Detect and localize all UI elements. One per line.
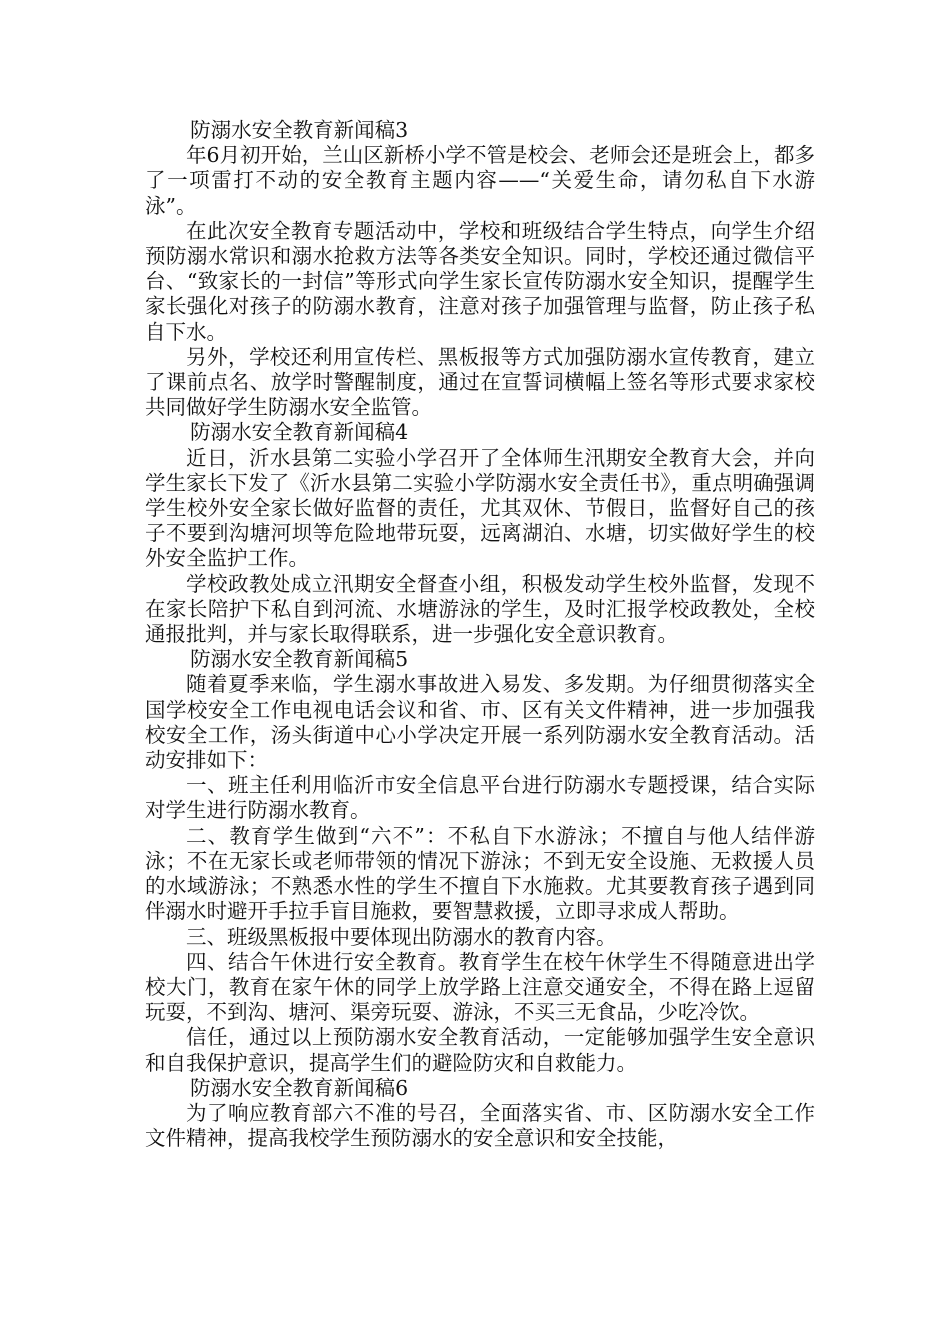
paragraph: 随着夏季来临，学生溺水事故进入易发、多发期。为仔细贯彻落实全国学校安全工作电视电话会议和省、市、区有关文件精神，进一步加强我校安全工作，汤头街道中心小学决定开展一系列防溺水安全教育活动。活动安排如下： — [145, 672, 815, 773]
paragraph: 在此次安全教育专题活动中，学校和班级结合学生特点，向学生介绍预防溺水常识和溺水抢救方法等各类安全知识。同时，学校还通过微信平台、“致家长的一封信”等形式向学生家长宣传防溺水安全知识，提醒学生家长强化对孩子的防溺水教育，注意对孩子加强管理与监督，防止孩子私自下水。 — [145, 218, 815, 344]
list-item: 一、班主任利用临沂市安全信息平台进行防溺水专题授课，结合实际对学生进行防溺水教育。 — [145, 773, 815, 823]
paragraph: 另外，学校还利用宣传栏、黑板报等方式加强防溺水宣传教育，建立了课前点名、放学时警醒制度，通过在宣誓词横幅上签名等形式要求家校共同做好学生防溺水安全监管。 — [145, 344, 815, 420]
paragraph: 信任，通过以上预防溺水安全教育活动，一定能够加强学生安全意识和自我保护意识，提高学生们的避险防灾和自救能力。 — [145, 1025, 815, 1075]
list-item: 三、班级黑板报中要体现出防溺水的教育内容。 — [186, 924, 617, 949]
paragraph: 为了响应教育部六不准的号召，全面落实省、市、区防溺水安全工作文件精神，提高我校学生预防溺水的安全意识和安全技能， — [145, 1100, 815, 1151]
section-heading: 防溺水安全教育新闻稿3 — [190, 118, 409, 142]
paragraph: 年6月初开始，兰山区新桥小学不管是校会、老师会还是班会上，都多了一项雷打不动的安全教育主题内容——“关爱生命，请勿私自下水游泳”。 — [145, 143, 815, 218]
paragraph: 学校政教处成立汛期安全督查小组，积极发动学生校外监督，发现不在家长陪护下私自到河流、水塘游泳的学生，及时汇报学校政教处，全校通报批判，并与家长取得联系，进一步强化安全意识教育。 — [145, 571, 815, 647]
section-heading: 防溺水安全教育新闻稿4 — [190, 420, 409, 445]
section-heading: 防溺水安全教育新闻稿5 — [190, 647, 409, 672]
list-item: 二、教育学生做到“六不”：不私自下水游泳；不擅自与他人结伴游泳；不在无家长或老师带领的情况下游泳；不到无安全设施、无救援人员的水域游泳；不熟悉水性的学生不擅自下水施救。尤其要教育孩子遇到同伴溺水时避开手拉手盲目施救，要智慧救援，立即寻求成人帮助。 — [145, 823, 815, 924]
section-heading: 防溺水安全教育新闻稿6 — [190, 1075, 409, 1100]
paragraph: 近日，沂水县第二实验小学召开了全体师生汛期安全教育大会，并向学生家长下发了《沂水县第二实验小学防溺水安全责任书》，重点明确强调学生校外安全家长做好监督的责任，尤其双休、节假日，监督好自己的孩子不要到沟塘河坝等危险地带玩耍，远离湖泊、水塘，切实做好学生的校外安全监护工作。 — [145, 445, 815, 571]
document-body — [145, 118, 815, 1151]
list-item: 四、结合午休进行安全教育。教育学生在校午休学生不得随意进出学校大门，教育在家午休的同学上放学路上注意交通安全，不得在路上逗留玩耍，不到沟、塘河、渠旁玩耍、游泳，不买三无食品，少吃冷饮。 — [145, 949, 815, 1025]
